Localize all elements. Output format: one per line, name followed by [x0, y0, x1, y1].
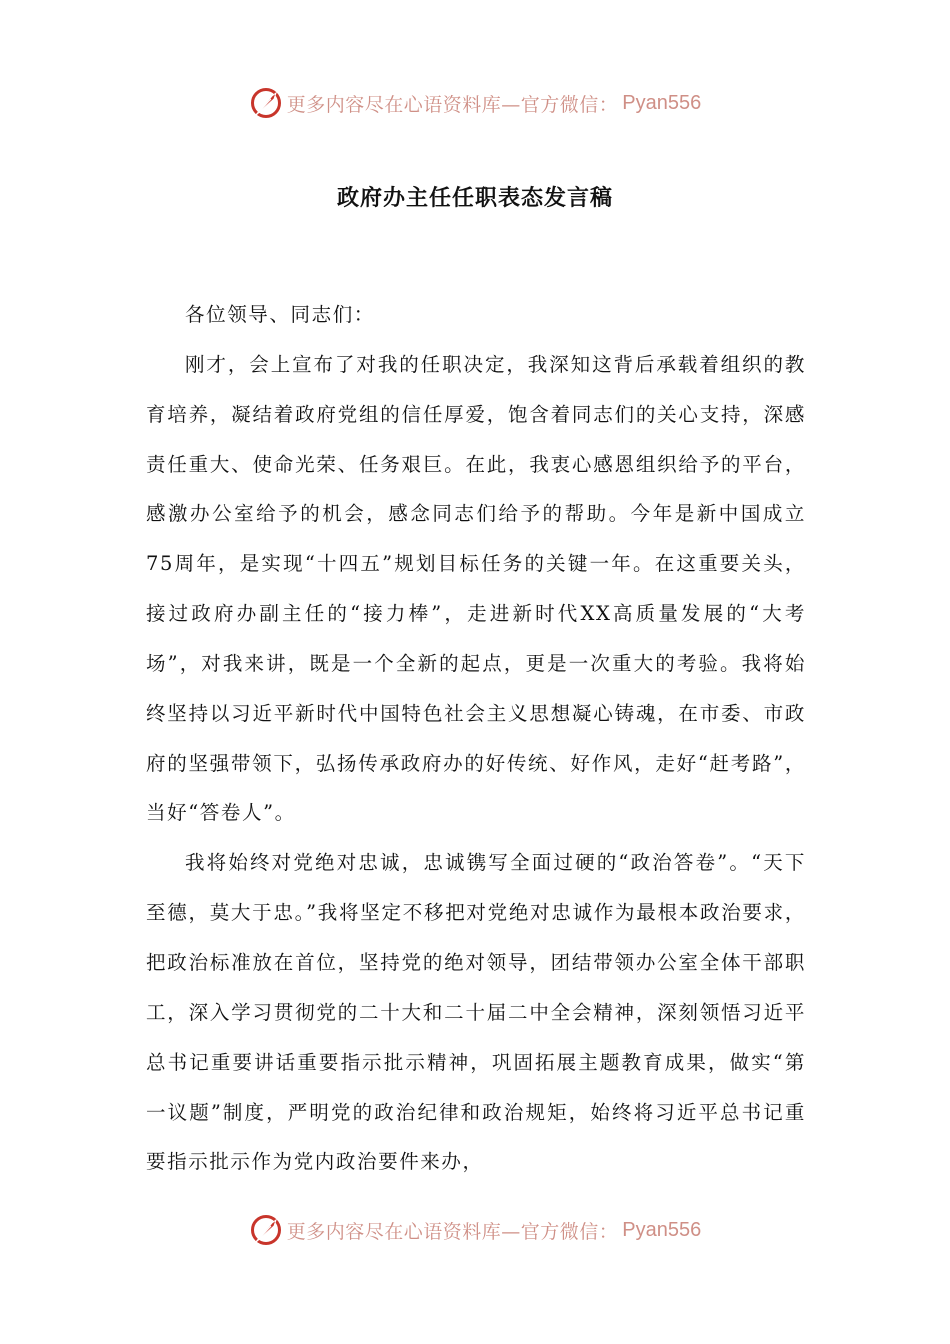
header-watermark — [0, 83, 950, 123]
watermark-text: 更多内容尽在心语资料库—官方微信： — [286, 93, 619, 116]
salutation: 各位领导、同志们： — [185, 303, 375, 326]
paragraph-1: 刚才，会上宣布了对我的任职决定，我深知这背后承载着组织的教育培养，凝结着政府党组的信任厚爱，饱含着同志们的关心支持，深感责任重大、使命光荣、任务艰巨。在此，我衷心感恩组织给予的平台，感激办公室给予的机会，感念同志们给予的帮助。今年是新中国成立75周年，是实现“十四五”规划目标任务的关键一年。在这重要关头，接过政府办副主任的“接力棒”，走进新时代XX高质量发展的“大考场”，对我来讲，既是一个全新的起点，更是一次重大的考验。我将始终坚持以习近平新时代中国特色社会主义思想凝心铸魂，在市委、市政府的坚强带领下，弘扬传承政府办的好传统、好作风，走好“赶考路”，当好“答卷人”。 — [146, 352, 806, 825]
document-body — [146, 290, 806, 1187]
quill-logo-icon — [249, 86, 283, 120]
watermark-wechat-id: Pyan556 — [622, 1218, 702, 1241]
footer-watermark — [0, 1210, 950, 1250]
watermark-text: 更多内容尽在心语资料库—官方微信： — [286, 1220, 619, 1243]
paragraph-2: 我将始终对党绝对忠诚，忠诚镌写全面过硬的“政治答卷”。“天下至德，莫大于忠。”我将坚定不移把对党绝对忠诚作为最根本政治要求，把政治标准放在首位，坚持党的绝对领导，团结带领办公室全体干部职工，深入学习贯彻党的二十大和二十届二中全会精神，深刻领悟习近平总书记重要讲话重要指示批示精神，巩固拓展主题教育成果，做实“第一议题”制度，严明党的政治纪律和政治规矩，始终将习近平总书记重要指示批示作为党内政治要件来办， — [146, 851, 806, 1174]
quill-logo-icon — [249, 1213, 283, 1247]
document-title: 政府办主任任职表态发言稿 — [336, 185, 613, 211]
watermark-wechat-id: Pyan556 — [622, 91, 702, 114]
